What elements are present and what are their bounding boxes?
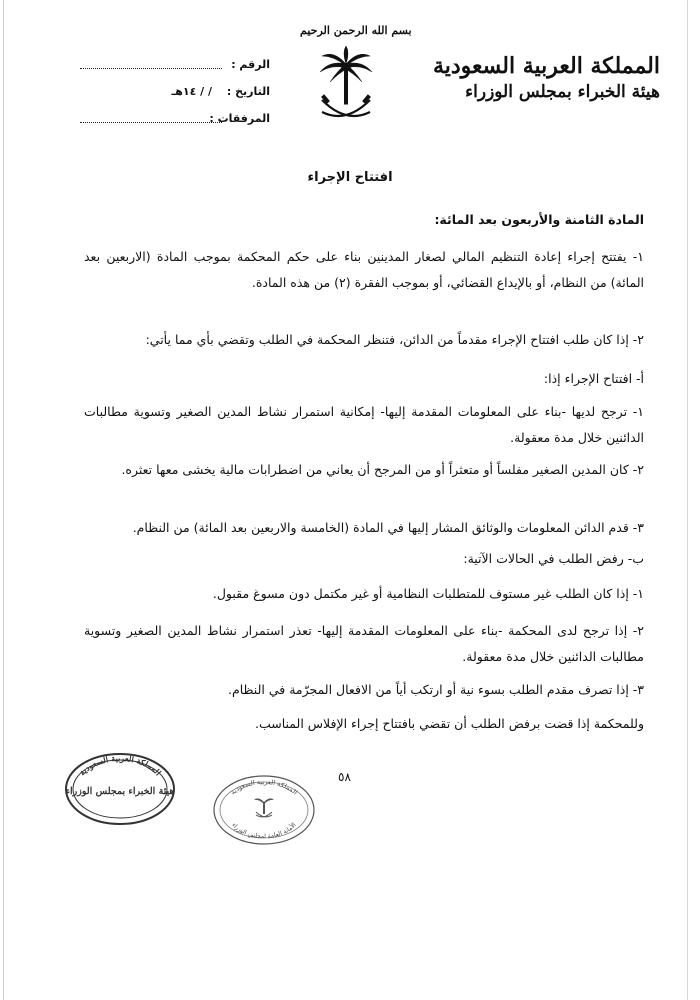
date-value: / / ١٤هـ (171, 85, 212, 98)
basmala: بسم الله الرحمن الرحيم (300, 24, 412, 37)
letterhead-fields (80, 58, 270, 139)
page-number: ٥٨ (338, 770, 351, 784)
attachments-field (80, 112, 270, 139)
svg-text:المملكة العربية السعودية (77, 753, 164, 777)
attachments-label: المرفقات : (209, 112, 270, 125)
date-field (80, 85, 270, 112)
number-field (80, 58, 270, 85)
section-a-heading: أ- افتتاح الإجراء إذا: (543, 371, 644, 386)
scan-edge-right (687, 0, 688, 1000)
section-a-item-2: ٢- كان المدين الصغير مفلساً أو متعثراً أو من المرجح أن يعاني من اضطرابات مالية يخشى معها تعثره. (121, 462, 644, 477)
paragraph-1: ١- يفتتح إجراء إعادة التنظيم المالي لصغار المدينين بناء على حكم المحكمة بموجب المادة (الاربعين بعد المائة) من النظام، أو بالإيداع القضائي، أو بموجب الفقرة (٢) من هذه المادة. (84, 249, 644, 290)
section-a-item-3: ٣- قدم الدائن المعلومات والوثائق المشار إليها في المادة (الخامسة والاربعين بعد المائة) من النظام. (132, 520, 644, 535)
scan-edge-left (3, 0, 4, 1000)
stamp-right-bottom-text: الأمانة العامة لمجلس الوزراء (230, 821, 298, 841)
section-a-item-1: ١- ترجح لديها -بناء على المعلومات المقدمة إليها- إمكانية استمرار نشاط المدين الصغير وتسوية مطالبات الدائنين خلال مدة معقولة. (84, 404, 644, 445)
closing-paragraph: وللمحكمة إذا قضت برفض الطلب أن تقضي بافتتاح إجراء الإفلاس المناسب. (254, 716, 644, 731)
palm-swords-emblem-icon (316, 42, 376, 132)
svg-text:الأمانة العامة لمجلس الوزراء (230, 821, 297, 840)
attachments-line (80, 122, 222, 123)
section-b-heading: ب- رفض الطلب في الحالات الآتية: (463, 551, 644, 566)
section-b-item-2: ٢- إذا ترجح لدى المحكمة -بناء على المعلومات المقدمة إليها- تعذر استمرار نشاط المدين الصغير وتسوية مطالبات الدائنين خلال مدة معقولة. (84, 623, 644, 664)
article-heading: المادة الثامنة والأربعون بعد المائة: (434, 212, 644, 227)
org-line-1: المملكة العربية السعودية (432, 53, 660, 79)
stamp-left-top-text: المملكة العربية السعودية (76, 752, 164, 778)
stamp-seal-left (64, 752, 176, 826)
document-title: افتتاح الإجراء (307, 170, 393, 185)
stamp-left-center-text: هيئة الخبراء بمجلس الوزراء (65, 786, 175, 797)
number-label: الرقم : (231, 58, 270, 71)
section-b-item-1: ١- إذا كان الطلب غير مستوف للمتطلبات النظامية أو غير مكتمل دون مسوغ مقبول. (212, 586, 644, 601)
section-b-item-3: ٣- إذا تصرف مقدم الطلب بسوء نية أو ارتكب أياً من الافعال المجرّمة في النظام. (228, 682, 644, 697)
organization-name (420, 52, 660, 104)
stamp-emblem-icon (254, 798, 274, 817)
number-line (80, 68, 222, 69)
org-line-2: هيئة الخبراء بمجلس الوزراء (465, 82, 660, 102)
stamp-seal-right (212, 774, 316, 846)
paragraph-2: ٢- إذا كان طلب افتتاح الإجراء مقدماً من الدائن، فتنظر المحكمة في الطلب وتقضي بأي مما يأتي: (145, 332, 644, 347)
date-label: التاريخ : (226, 85, 270, 98)
stamp-right-top-text: المملكة العربية السعودية (229, 777, 300, 797)
